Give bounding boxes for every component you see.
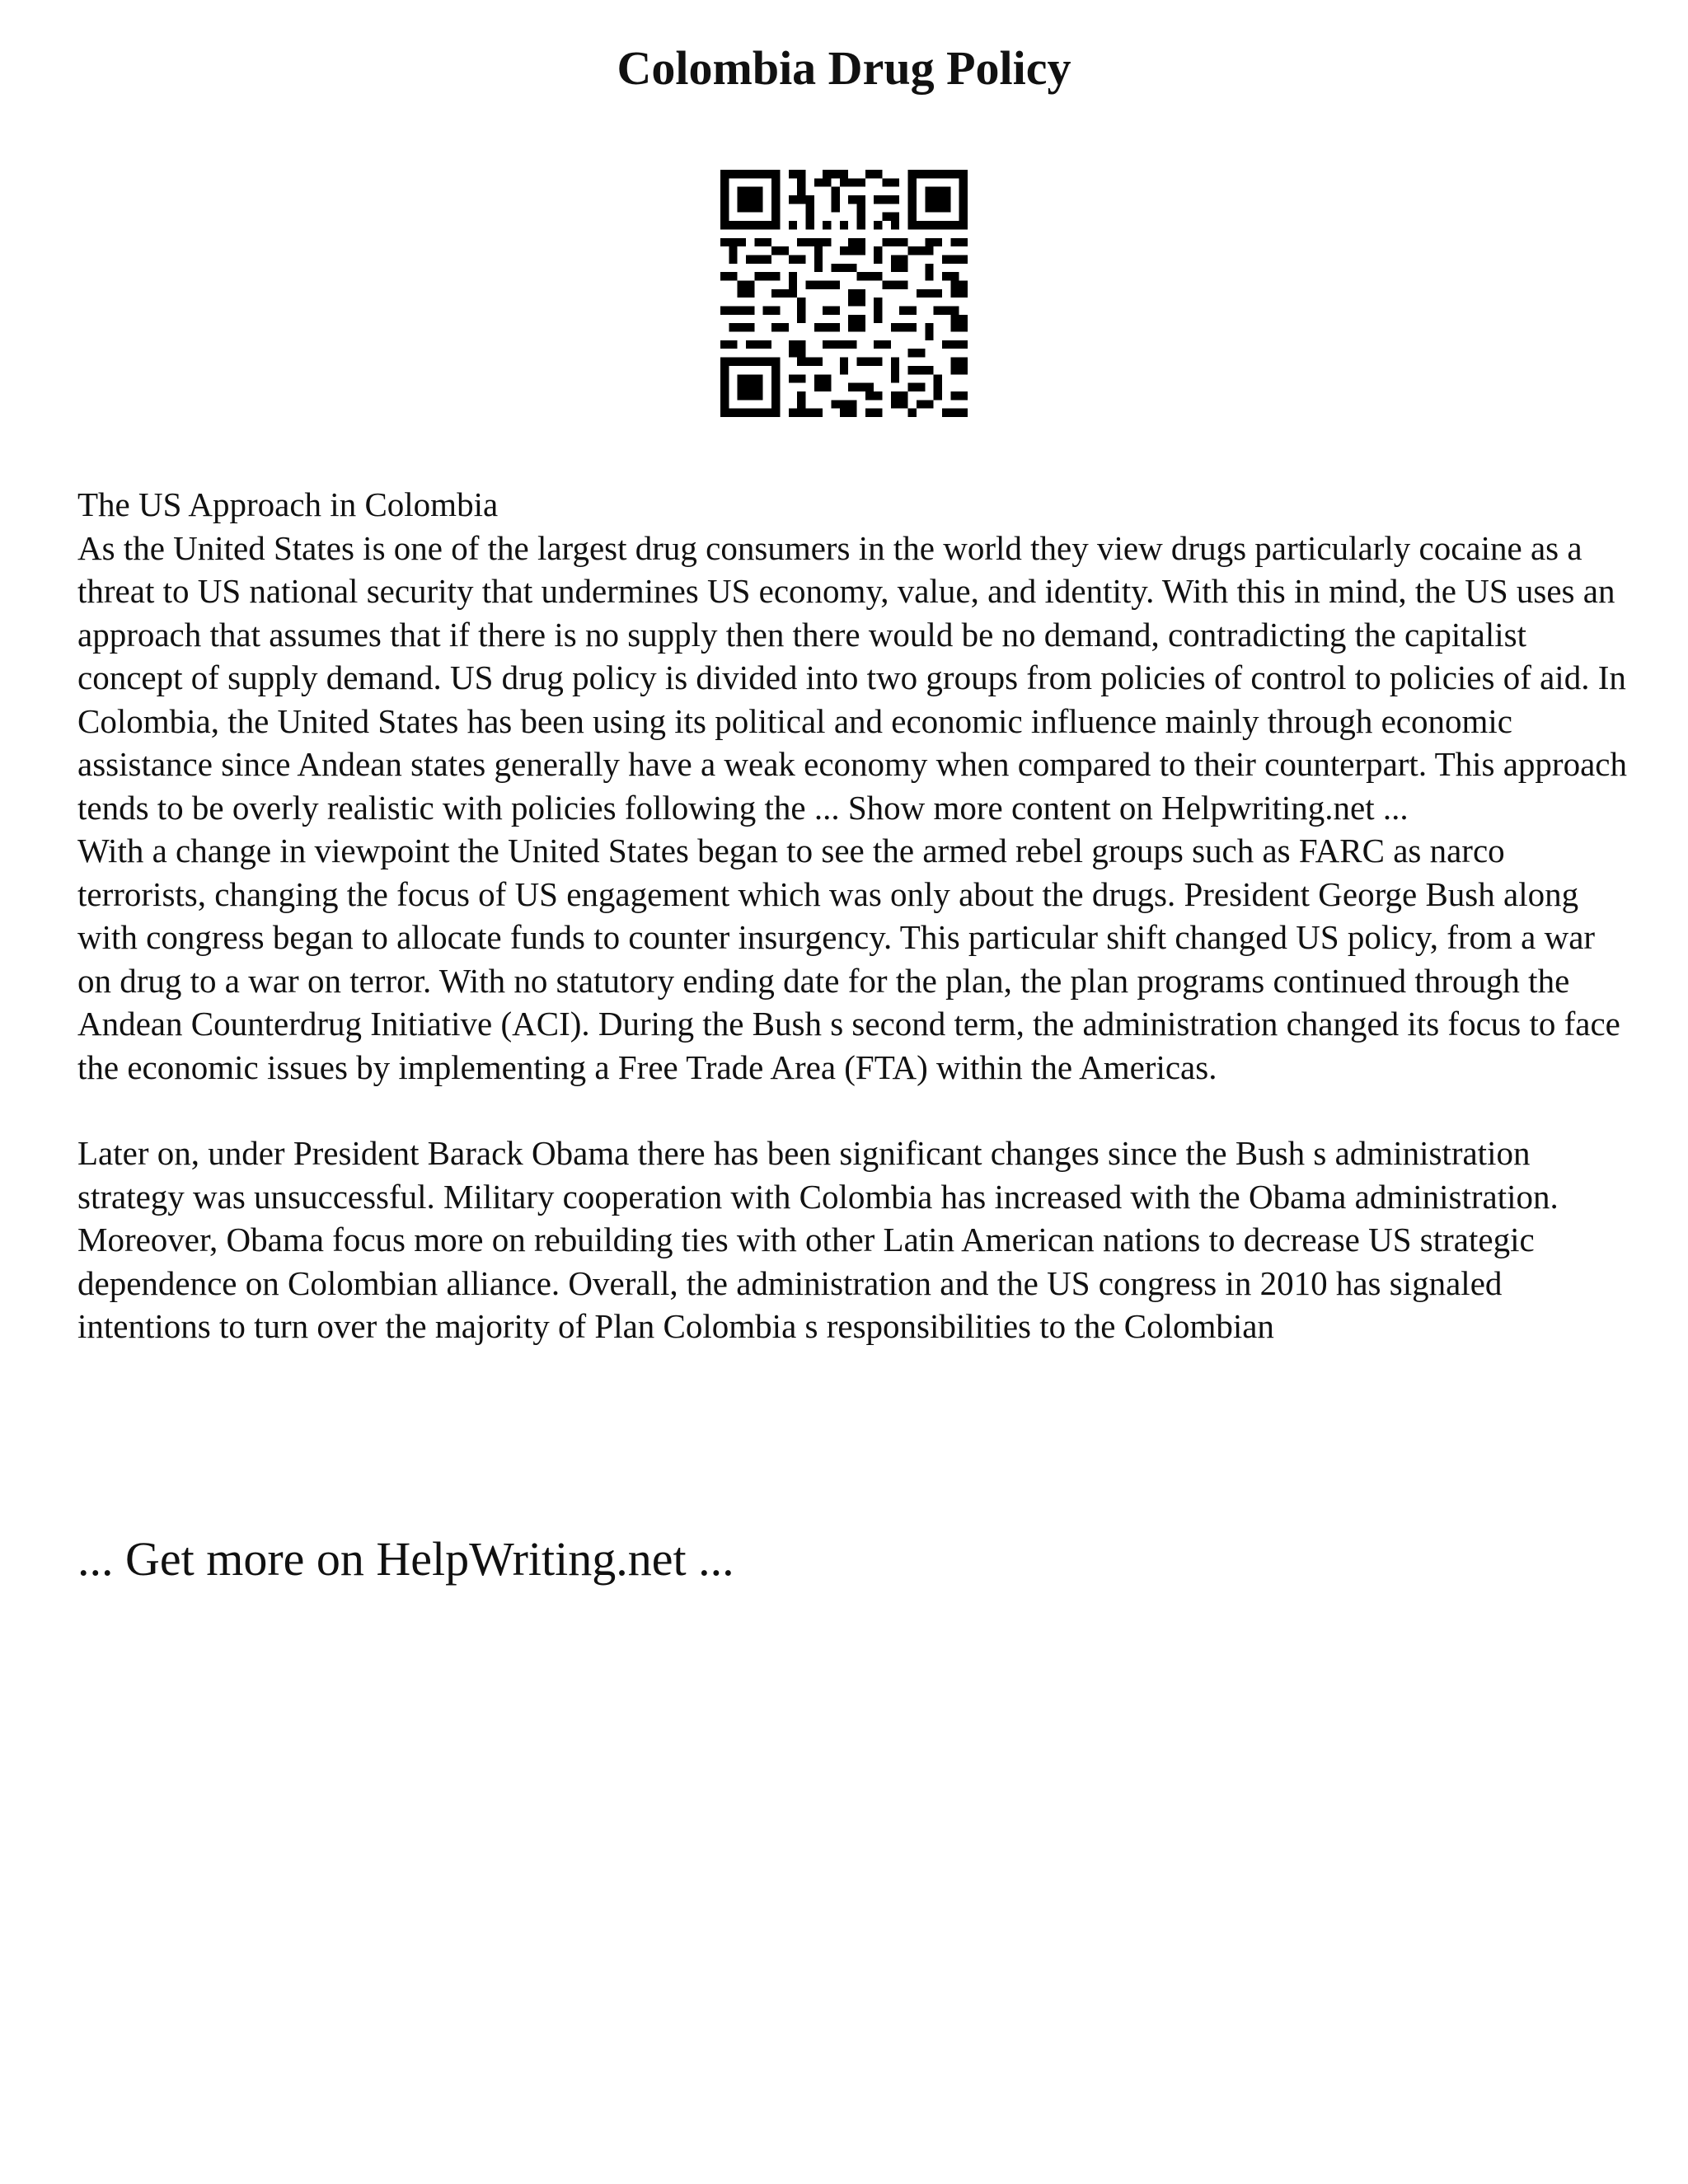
qr-code-icon <box>720 170 968 417</box>
section-heading: The US Approach in Colombia <box>77 485 499 523</box>
paragraph-spacer <box>77 1089 1627 1132</box>
get-more-link[interactable]: ... Get more on HelpWriting.net ... <box>77 1532 734 1586</box>
article-body <box>77 483 1627 1348</box>
paragraph-1: As the United States is one of the largest drug consumers in the world they view drugs particularly cocaine as a threat to US national security that undermines US economy, value, and identity. With this in mind, the US uses an approach that assumes that if there is no supply then there would be no demand, contradicting the capitalist concept of supply demand. US drug policy is divided into two groups from policies of control to policies of aid. In Colombia, the United States has been using its political and economic influence mainly through economic assistance since Andean states generally have a weak economy when compared to their counterpart. This approach tends to be overly realistic with policies following the ... Show more content on Helpwriting.net ... <box>77 528 1627 827</box>
page-title: Colombia Drug Policy <box>617 41 1071 95</box>
paragraph-3: Later on, under President Barack Obama there has been significant changes since the Bush s administration strategy was unsuccessful. Military cooperation with Colombia has increased with the Obama administration. Moreover, Obama focus more on rebuilding ties with other Latin American nations to decrease US strategic dependence on Colombian alliance. Overall, the administration and the US congress in 2010 has signaled intentions to turn over the majority of Plan Colombia s responsibilities to the Colombian <box>77 1134 1559 1345</box>
paragraph-2: With a change in viewpoint the United States began to see the armed rebel groups such as FARC as narco terrorists, changing the focus of US engagement which was only about the drugs. President George Bush along with congress began to allocate funds to counter insurgency. This particular shift changed US policy, from a war on drug to a war on terror. With no statutory ending date for the plan, the plan programs continued through the Andean Counterdrug Initiative (ACI). During the Bush s second term, the administration changed its focus to face the economic issues by implementing a Free Trade Area (FTA) within the Americas. <box>77 832 1620 1086</box>
